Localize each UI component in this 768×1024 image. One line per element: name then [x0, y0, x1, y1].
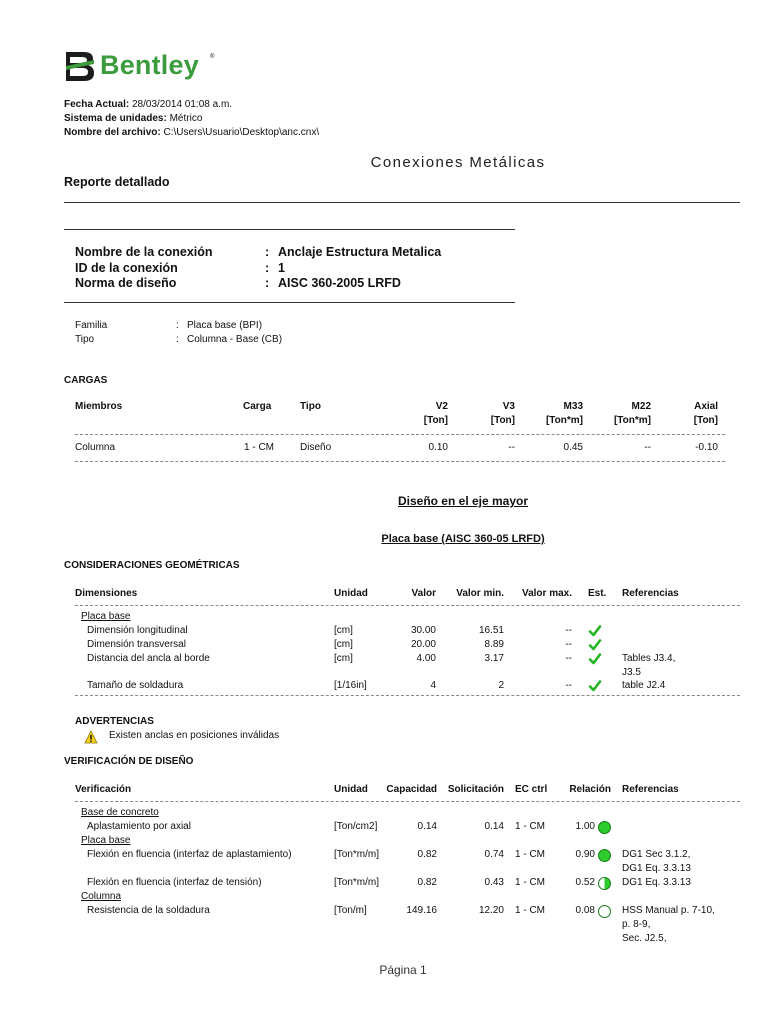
geo-row-name: Tamaño de soldadura — [87, 680, 184, 691]
geo-row-max: -- — [565, 680, 572, 691]
loads-row-load: 1 - CM — [244, 442, 274, 453]
geo-row-min: 2 — [498, 680, 504, 691]
connection-value: Anclaje Estructura Metalica — [278, 245, 442, 259]
geo-row-unit: [cm] — [334, 653, 353, 664]
baseplate-title: Placa base (AISC 360-05 LRFD) — [381, 533, 545, 545]
geo-row-max: -- — [565, 653, 572, 664]
loads-table — [0, 400, 768, 470]
family-value: Columna - Base (CB) — [187, 333, 283, 345]
report-heading: Reporte detallado — [64, 175, 170, 189]
meta-file-value: C:\Users\Usuario\Desktop\anc.cnx\ — [163, 127, 320, 138]
geo-col-references: Referencias — [622, 588, 679, 599]
design-axis-title: Diseño en el eje mayor — [397, 494, 529, 508]
connection-label: Nombre de la conexión — [75, 245, 213, 259]
ver-row-ec: 1 - CM — [515, 849, 545, 860]
verification-heading: VERIFICACIÓN DE DISEÑO — [64, 756, 194, 767]
geo-row-name: Dimensión transversal — [87, 639, 186, 650]
connection-top-divider — [64, 229, 515, 230]
geo-row-value: 4 — [430, 680, 436, 691]
ver-row-ec: 1 - CM — [515, 905, 545, 916]
loads-unit-m22: [Ton*m] — [613, 415, 651, 426]
ver-row-ratio: 0.90 — [575, 849, 595, 860]
loads-col-load: Carga — [243, 401, 272, 412]
geo-row-reference: table J2.4 — [622, 680, 666, 691]
geo-col-status: Est. — [588, 588, 607, 599]
loads-header-divider — [75, 434, 725, 435]
ver-col-demand: Solicitación — [447, 784, 504, 795]
ver-row-reference: DG1 Eq. 3.3.13 — [622, 863, 691, 874]
loads-unit-v2: [Ton] — [423, 415, 448, 426]
geometric-heading: CONSIDERACIONES GEOMÉTRICAS — [64, 560, 240, 571]
geo-col-value: Valor — [411, 588, 436, 599]
ver-row-unit: [Ton/cm2] — [334, 821, 378, 832]
ver-row-reference: Sec. J2.5, — [622, 933, 667, 944]
ver-row-reference: p. 8-9, — [622, 919, 651, 930]
logo-text: Bentley — [100, 50, 199, 80]
loads-row-m33: 0.45 — [563, 442, 583, 453]
ver-col-ratio: Relación — [569, 784, 611, 795]
loads-col-members: Miembros — [75, 401, 123, 412]
loads-row-axial: -0.10 — [695, 442, 718, 453]
geo-header-divider — [75, 605, 740, 606]
ver-row-capacity: 0.82 — [417, 877, 437, 888]
meta-date-label: Fecha Actual: — [64, 99, 130, 110]
ratio-indicator-icon — [598, 877, 611, 890]
meta-units-label: Sistema de unidades: — [64, 113, 167, 124]
connection-separator: : — [265, 260, 270, 275]
ver-row-reference: DG1 Eq. 3.3.13 — [622, 877, 691, 888]
geo-col-min: Valor min. — [456, 588, 504, 599]
family-info — [75, 319, 375, 347]
connection-separator: : — [265, 276, 270, 290]
loads-row-v3: -- — [508, 442, 515, 453]
family-separator: : — [176, 320, 179, 331]
ver-row-demand: 0.43 — [484, 877, 504, 888]
loads-col-type: Tipo — [300, 401, 321, 412]
geo-group-label: Placa base — [81, 611, 131, 622]
warning-icon — [84, 730, 98, 744]
ver-row-demand: 12.20 — [478, 905, 504, 916]
loads-col-v2: V2 — [435, 401, 448, 412]
geo-row-value: 20.00 — [410, 639, 436, 650]
document-title: Conexiones Metálicas — [370, 154, 546, 171]
ver-row-name: Aplastamiento por axial — [87, 821, 191, 832]
ver-row-reference: HSS Manual p. 7-10, — [622, 905, 715, 916]
loads-row-m22: -- — [644, 442, 651, 453]
ver-col-unit: Unidad — [334, 784, 368, 795]
ratio-indicator-icon — [598, 849, 611, 862]
page-number: Página 1 — [379, 963, 427, 977]
loads-row-member: Columna — [75, 442, 116, 453]
ver-row-ratio: 0.52 — [575, 877, 595, 888]
ver-group-label: Placa base — [81, 835, 131, 846]
ver-row-capacity: 0.82 — [417, 849, 437, 860]
loads-row-divider — [75, 461, 725, 462]
check-icon — [588, 679, 602, 693]
ver-col-references: Referencias — [622, 784, 679, 795]
geo-col-dimensions: Dimensiones — [75, 588, 138, 599]
meta-file-label: Nombre del archivo: — [64, 127, 161, 138]
geo-row-name: Dimensión longitudinal — [87, 625, 188, 636]
ratio-indicator-icon — [598, 821, 611, 834]
geo-row-min: 3.17 — [484, 653, 504, 664]
ver-row-ratio: 1.00 — [575, 821, 595, 832]
geo-row-unit: [1/16in] — [334, 680, 367, 691]
family-separator: : — [176, 333, 179, 345]
loads-unit-v3: [Ton] — [490, 415, 515, 426]
ver-col-ec: EC ctrl — [515, 784, 548, 795]
geo-row-value: 30.00 — [410, 625, 436, 636]
loads-row-type: Diseño — [300, 442, 332, 453]
ver-row-capacity: 0.14 — [417, 821, 437, 832]
ver-header-divider — [75, 801, 740, 802]
ver-row-unit: [Ton*m/m] — [334, 849, 380, 860]
ver-row-unit: [Ton*m/m] — [334, 877, 380, 888]
connection-info — [75, 245, 515, 293]
loads-col-v3: V3 — [502, 401, 515, 412]
connection-bottom-divider — [64, 302, 515, 303]
family-label: Tipo — [75, 333, 95, 345]
meta-file-row — [64, 126, 319, 140]
connection-label: ID de la conexión — [75, 260, 178, 275]
geo-bottom-divider — [75, 695, 740, 696]
ver-row-demand: 0.74 — [484, 849, 504, 860]
meta-date-row — [64, 98, 319, 112]
geo-col-unit: Unidad — [334, 588, 368, 599]
geo-row-max: -- — [565, 625, 572, 636]
connection-label: Norma de diseño — [75, 276, 177, 290]
connection-separator: : — [265, 245, 270, 259]
ver-row-unit: [Ton/m] — [334, 905, 367, 916]
family-value: Placa base (BPI) — [187, 320, 263, 331]
check-icon — [588, 652, 602, 666]
ver-row-ec: 1 - CM — [515, 821, 545, 832]
geo-row-reference: Tables J3.4, — [622, 653, 676, 664]
geo-row-reference: J3.5 — [622, 667, 641, 678]
warning-text: Existen anclas en posiciones inválidas — [109, 730, 280, 741]
connection-value: 1 — [278, 260, 285, 275]
ver-col-capacity: Capacidad — [386, 784, 437, 795]
ver-group-label: Base de concreto — [81, 807, 159, 818]
ver-row-name: Resistencia de la soldadura — [87, 905, 210, 916]
loads-col-m33: M33 — [563, 401, 583, 412]
loads-heading: CARGAS — [64, 375, 108, 386]
check-icon — [588, 638, 602, 652]
ver-group-label: Columna — [81, 891, 122, 902]
meta-units-value: Métrico — [169, 113, 203, 124]
connection-value: AISC 360-2005 LRFD — [278, 276, 401, 290]
warnings-heading: ADVERTENCIAS — [75, 716, 154, 727]
registered-mark: ® — [210, 54, 215, 60]
ver-row-capacity: 149.16 — [406, 905, 437, 916]
geo-row-min: 16.51 — [478, 625, 504, 636]
header-divider — [64, 202, 740, 203]
document-meta — [64, 98, 319, 140]
check-icon — [588, 624, 602, 638]
geo-row-min: 8.89 — [484, 639, 504, 650]
geo-row-name: Distancia del ancla al borde — [87, 653, 210, 664]
loads-unit-axial: [Ton] — [693, 415, 718, 426]
loads-row-v2: 0.10 — [428, 442, 448, 453]
family-label: Familia — [75, 320, 108, 331]
geo-row-unit: [cm] — [334, 639, 353, 650]
ver-row-name: Flexión en fluencia (interfaz de aplastamiento) — [87, 849, 292, 860]
geo-row-max: -- — [565, 639, 572, 650]
geo-row-value: 4.00 — [416, 653, 436, 664]
ver-row-name: Flexión en fluencia (interfaz de tensión) — [87, 877, 262, 888]
ver-row-ec: 1 - CM — [515, 877, 545, 888]
ver-row-ratio: 0.08 — [575, 905, 595, 916]
loads-unit-m33: [Ton*m] — [545, 415, 583, 426]
ver-row-reference: DG1 Sec 3.1.2, — [622, 849, 691, 860]
geo-col-max: Valor max. — [521, 588, 572, 599]
ver-col-check: Verificación — [75, 784, 132, 795]
bentley-b-icon — [64, 49, 96, 83]
ratio-indicator-icon — [598, 905, 611, 918]
geo-row-unit: [cm] — [334, 625, 353, 636]
bentley-logo — [64, 48, 214, 86]
verification-table — [0, 783, 768, 953]
loads-col-axial: Axial — [694, 401, 718, 412]
ver-row-demand: 0.14 — [484, 821, 504, 832]
geometric-table — [0, 587, 768, 702]
meta-units-row — [64, 112, 319, 126]
loads-col-m22: M22 — [631, 401, 651, 412]
meta-date-value: 28/03/2014 01:08 a.m. — [131, 99, 233, 110]
